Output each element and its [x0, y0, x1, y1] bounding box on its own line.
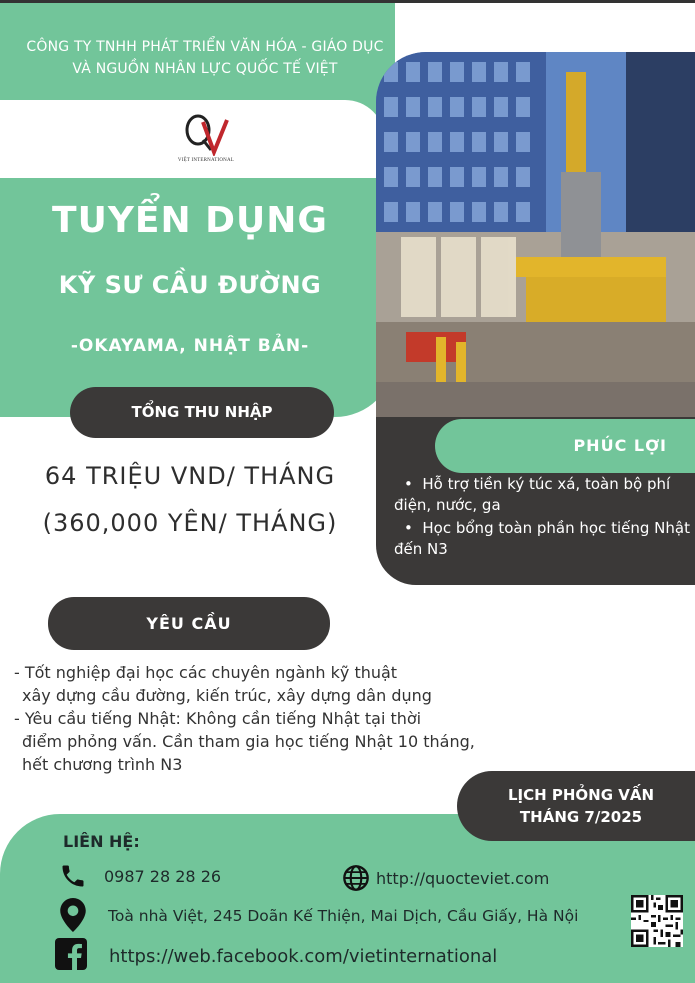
- benefit-item: • Hỗ trợ tiền ký túc xá, toàn bộ phí điện, nước, ga: [394, 475, 671, 514]
- requirements-list: [14, 661, 484, 776]
- benefit-item: • Học bổng toàn phần học tiếng Nhật đến N3: [394, 519, 690, 558]
- contact-phone[interactable]: 0987 28 28 26: [104, 867, 222, 886]
- qr-code-icon: [631, 895, 683, 947]
- interview-line2: THÁNG 7/2025: [519, 808, 643, 826]
- income-yen: (360,000 YÊN/ THÁNG): [42, 509, 338, 537]
- contact-website[interactable]: http://quocteviet.com: [376, 869, 550, 888]
- company-logo: [176, 112, 236, 172]
- requirements-label-pill: [48, 597, 330, 650]
- phone-icon: [59, 862, 87, 894]
- benefit-item-text: Học bổng toàn phần học tiếng Nhật đến N3: [394, 519, 690, 558]
- requirements-label: YÊU CẦU: [146, 614, 232, 633]
- headline-title: TUYỂN DỤNG: [52, 200, 328, 241]
- globe-icon: [342, 864, 370, 896]
- qv-logo-icon: [181, 112, 231, 156]
- income-vnd: 64 TRIỆU VND/ THÁNG: [44, 462, 336, 490]
- headline-location: -OKAYAMA, NHẬT BẢN-: [70, 336, 310, 356]
- income-label: TỔNG THU NHẬP: [131, 403, 273, 421]
- company-name: [0, 36, 410, 80]
- facebook-icon: [55, 938, 87, 974]
- contact-facebook[interactable]: https://web.facebook.com/vietinternational: [109, 946, 498, 967]
- construction-photo: [376, 52, 695, 417]
- headline-position: KỸ SƯ CẦU ĐƯỜNG: [58, 271, 322, 299]
- company-name-line1: CÔNG TY TNHH PHÁT TRIỂN VĂN HÓA - GIÁO DỤC: [26, 39, 384, 55]
- construction-site-image: [376, 52, 695, 417]
- benefits-list: [394, 474, 690, 560]
- requirement-line: xây dựng cầu đường, kiến trúc, xây dựng dân dụng: [22, 686, 432, 705]
- interview-line1: LỊCH PHỎNG VẤN: [507, 786, 655, 804]
- requirement-line: hết chương trình N3: [22, 755, 183, 774]
- requirement-line: - Tốt nghiệp đại học các chuyên ngành kỹ thuật: [14, 663, 398, 682]
- logo-band: [0, 100, 385, 178]
- location-pin-icon: [60, 898, 86, 936]
- income-label-pill: [70, 387, 334, 438]
- interview-schedule-pill: [457, 771, 695, 841]
- company-name-line2: VÀ NGUỒN NHÂN LỰC QUỐC TẾ VIỆT: [72, 61, 338, 77]
- logo-caption: VIỆT INTERNATIONAL: [177, 158, 235, 163]
- contact-address: Toà nhà Việt, 245 Doãn Kế Thiện, Mai Dịch, Cầu Giấy, Hà Nội: [108, 907, 579, 925]
- requirement-line: - Yêu cầu tiếng Nhật: Không cần tiếng Nhật tại thời: [14, 709, 422, 728]
- requirement-line: điểm phỏng vấn. Cần tham gia học tiếng Nhật 10 tháng,: [22, 732, 475, 751]
- benefits-label-pill: [435, 419, 695, 473]
- benefits-label: PHÚC LỢI: [573, 436, 667, 455]
- benefit-item-text: Hỗ trợ tiền ký túc xá, toàn bộ phí điện, nước, ga: [394, 475, 671, 514]
- contact-label: LIÊN HỆ:: [63, 832, 140, 851]
